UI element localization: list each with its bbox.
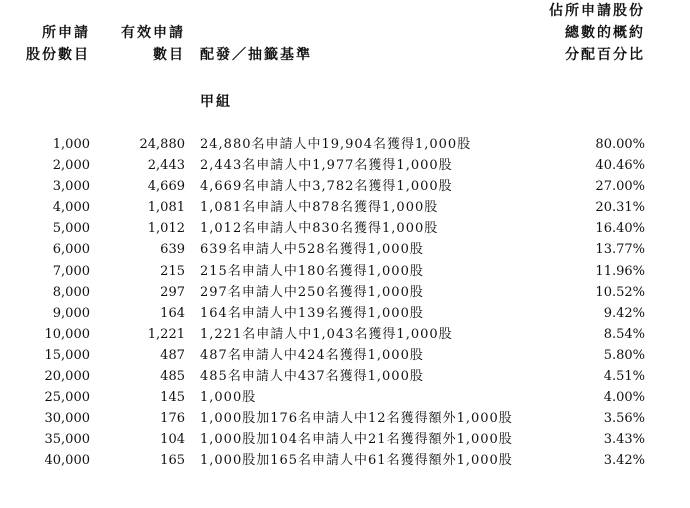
cell-shares-applied: 2,000 <box>52 158 90 174</box>
cell-allocation-percentage: 16.40% <box>595 221 645 237</box>
header-allocation-percentage <box>549 0 645 66</box>
cell-allotment-basis: 639名申請人中528名獲得1,000股 <box>200 242 424 258</box>
cell-allotment-basis: 215名申請人中180名獲得1,000股 <box>200 263 424 279</box>
header-allotment-basis <box>200 44 312 66</box>
cell-allocation-percentage: 5.80% <box>603 347 645 363</box>
cell-allotment-basis: 487名申請人中424名獲得1,000股 <box>200 347 424 363</box>
header-line: 股份數目 <box>26 47 90 63</box>
cell-allocation-percentage: 8.54% <box>603 326 645 342</box>
cell-valid-applications: 1,012 <box>147 221 185 237</box>
cell-valid-applications: 145 <box>160 390 185 406</box>
cell-shares-applied: 9,000 <box>52 305 90 321</box>
cell-shares-applied: 8,000 <box>52 284 90 300</box>
cell-valid-applications: 24,880 <box>139 137 185 152</box>
table-row <box>0 429 690 450</box>
table-row <box>0 366 690 387</box>
cell-allocation-percentage: 4.51% <box>603 369 645 385</box>
allotment-table <box>0 134 690 472</box>
cell-shares-applied: 15,000 <box>44 347 90 363</box>
cell-allotment-basis: 297名申請人中250名獲得1,000股 <box>200 284 424 300</box>
header-shares-applied <box>26 22 90 66</box>
header-line: 分配百分比 <box>565 47 645 63</box>
cell-allotment-basis: 1,012名申請人中830名獲得1,000股 <box>200 221 439 237</box>
group-label: 甲組 <box>200 94 232 110</box>
cell-shares-applied: 4,000 <box>52 200 90 216</box>
cell-allocation-percentage: 9.42% <box>603 305 645 321</box>
table-row <box>0 239 690 260</box>
cell-shares-applied: 35,000 <box>44 432 90 448</box>
table-row <box>0 450 690 471</box>
cell-allocation-percentage: 10.52% <box>595 284 645 300</box>
header-valid-applications <box>121 22 185 66</box>
cell-allocation-percentage: 40.46% <box>595 158 645 174</box>
table-row <box>0 303 690 324</box>
cell-valid-applications: 176 <box>160 411 185 427</box>
table-row <box>0 324 690 345</box>
cell-allocation-percentage: 11.96% <box>595 263 645 279</box>
cell-allotment-basis: 1,000股 <box>200 390 257 406</box>
header-line: 數目 <box>153 47 185 63</box>
cell-valid-applications: 104 <box>160 432 185 448</box>
cell-shares-applied: 30,000 <box>44 411 90 427</box>
table-row <box>0 155 690 176</box>
cell-allocation-percentage: 4.00% <box>603 390 645 406</box>
cell-allocation-percentage: 27.00% <box>595 179 645 195</box>
cell-valid-applications: 164 <box>160 305 185 321</box>
header-line: 配發／抽籤基準 <box>200 47 312 63</box>
table-row <box>0 218 690 239</box>
table-row <box>0 261 690 282</box>
cell-allocation-percentage: 13.77% <box>595 242 645 258</box>
cell-valid-applications: 2,443 <box>147 158 185 174</box>
table-row <box>0 197 690 218</box>
cell-valid-applications: 297 <box>160 284 185 300</box>
cell-valid-applications: 215 <box>160 263 185 279</box>
cell-valid-applications: 1,081 <box>147 200 185 216</box>
table-row <box>0 282 690 303</box>
header-line: 佔所申請股份 <box>549 3 645 19</box>
cell-shares-applied: 5,000 <box>52 221 90 237</box>
cell-allotment-basis: 1,000股加176名申請人中12名獲得額外1,000股 <box>200 411 513 427</box>
cell-allocation-percentage: 80.00% <box>595 137 645 152</box>
table-row <box>0 176 690 197</box>
cell-shares-applied: 20,000 <box>44 369 90 385</box>
cell-shares-applied: 7,000 <box>52 263 90 279</box>
cell-valid-applications: 485 <box>160 369 185 385</box>
cell-allotment-basis: 24,880名申請人中19,904名獲得1,000股 <box>200 137 472 152</box>
cell-allotment-basis: 164名申請人中139名獲得1,000股 <box>200 305 424 321</box>
header-line: 有效申請 <box>121 25 185 41</box>
cell-allotment-basis: 1,081名申請人中878名獲得1,000股 <box>200 200 439 216</box>
cell-allotment-basis: 1,000股加165名申請人中61名獲得額外1,000股 <box>200 453 513 469</box>
cell-shares-applied: 10,000 <box>44 326 90 342</box>
cell-allocation-percentage: 3.56% <box>603 411 645 427</box>
cell-shares-applied: 6,000 <box>52 242 90 258</box>
cell-valid-applications: 1,221 <box>147 326 185 342</box>
cell-shares-applied: 40,000 <box>44 453 90 469</box>
table-row <box>0 134 690 155</box>
cell-allotment-basis: 1,221名申請人中1,043名獲得1,000股 <box>200 326 453 342</box>
header-line: 總數的概約 <box>565 25 645 41</box>
cell-valid-applications: 487 <box>160 347 185 363</box>
cell-shares-applied: 25,000 <box>44 390 90 406</box>
cell-valid-applications: 165 <box>160 453 185 469</box>
table-row <box>0 387 690 408</box>
cell-allotment-basis: 2,443名申請人中1,977名獲得1,000股 <box>200 158 453 174</box>
cell-allotment-basis: 485名申請人中437名獲得1,000股 <box>200 369 424 385</box>
cell-valid-applications: 639 <box>160 242 185 258</box>
header-line: 所申請 <box>42 25 90 41</box>
cell-allocation-percentage: 20.31% <box>595 200 645 216</box>
cell-valid-applications: 4,669 <box>147 179 185 195</box>
cell-allotment-basis: 4,669名申請人中3,782名獲得1,000股 <box>200 179 453 195</box>
cell-allotment-basis: 1,000股加104名申請人中21名獲得額外1,000股 <box>200 432 513 448</box>
cell-allocation-percentage: 3.43% <box>603 432 645 448</box>
table-row <box>0 408 690 429</box>
table-row <box>0 345 690 366</box>
cell-allocation-percentage: 3.42% <box>603 453 645 469</box>
cell-shares-applied: 1,000 <box>52 137 90 152</box>
cell-shares-applied: 3,000 <box>52 179 90 195</box>
